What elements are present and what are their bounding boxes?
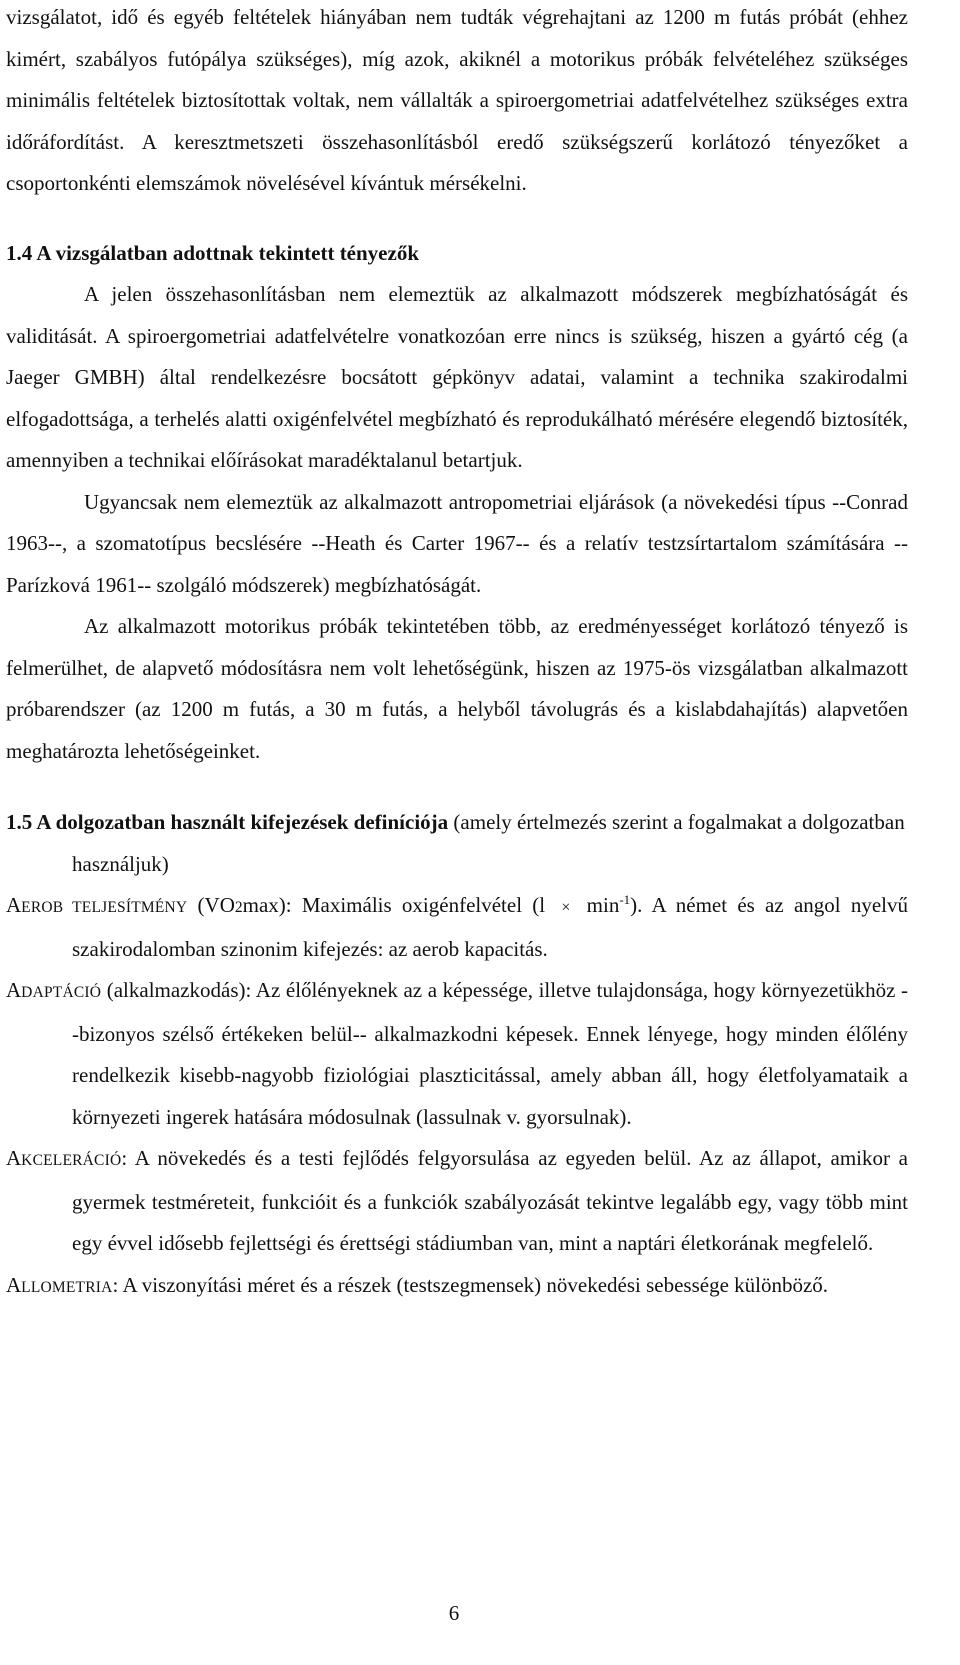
- definition-allometria: [6, 1265, 908, 1309]
- section-heading-1-4-text: 1.4 A vizsgálatban adottnak tekintett tényezők: [6, 240, 420, 265]
- definition-allometria-term-initial: A: [6, 1272, 22, 1297]
- paragraph-reliability: A jelen összehasonlításban nem elemeztük az alkalmazott módszerek megbízhatóságát és validitását. A spiroergometriai adatfelvételre vonatkozóan erre nincs is szükség, hiszen a gyártó cég (a Jaeger GMBH) által rendelkezésre bocsátott gépkönyv adatai, valamint a technika szakirodalmi elfogadottsága, a terhelés alatti oxigénfelvétel megbízható és reprodukálható mérésére elegendő biztosíték, amennyiben a technikai előírásokat maradéktalanul betartjuk.: [6, 282, 908, 472]
- paragraph-motor-tests: Az alkalmazott motorikus próbák tekintetében több, az eredményességet korlátozó tényező is felmerülhet, de alapvető módosításra nem volt lehetőségünk, hiszen az 1975-ös vizsgálatban alkalmazott próbarendszer (az 1200 m futás, a 30 m futás, a helyből távolugrás és a kislabdahajítás) alapvetően meghatározta lehetőségeinket.: [6, 614, 908, 763]
- definition-akceleracio-term-initial: A: [6, 1146, 22, 1170]
- section-heading-1-5: [6, 802, 908, 885]
- definition-akceleracio-term: KCELERÁCIÓ: [21, 1152, 122, 1169]
- definition-aerob-paren-open: (VO: [187, 893, 235, 917]
- definition-aerob-subscript: 2: [234, 899, 243, 916]
- definition-allometria-text: : A viszonyítási méret és a részek (testszegmensek) növekedési sebessége különböző.: [112, 1272, 829, 1297]
- definition-akceleracio: [6, 1138, 908, 1265]
- definition-aerob-term: EROB TELJESÍTMÉNY: [21, 899, 188, 916]
- definition-aerob-paren-close: max):: [242, 893, 302, 917]
- definition-aerob-superscript: -1: [619, 892, 631, 907]
- section-heading-1-4: [6, 233, 908, 275]
- section-heading-1-5-rest: (amely értelmezés szerint a fogalmakat a dolgozatban használjuk): [72, 810, 905, 876]
- definition-adaptacio: [6, 970, 908, 1138]
- paragraph-continuation: vizsgálatot, idő és egyéb feltételek hiányában nem tudták végrehajtani az 1200 m futás próbát (ehhez kimért, szabályos futópálya szükséges), míg azok, akiknél a motorikus próbák felvételéhez szükséges minimális feltételek biztosítottak voltak, nem vállalták a spiroergometriai adatfelvételhez szükséges extra időráfordítást. A keresztmetszeti összehasonlításból eredő szükségszerű korlátozó tényezőket a csoportonkénti elemszámok növelésével kívántuk mérsékelni.: [6, 5, 908, 195]
- page-number: 6: [448, 1601, 460, 1625]
- definition-akceleracio-text: : A növekedés és a testi fejlődés felgyorsulása az egyeden belül. Az az állapot, amikor a gyermek testméreteit, funkcióit és a funkciók szabályozását tekintve legalább egy, vagy több mint egy évvel idősebb fejlettségi és érettségi stádiumban van, mint a naptári életkorának megfelelő.: [72, 1146, 908, 1255]
- definition-adaptacio-text: (alkalmazkodás): Az élőlényeknek az a képessége, illetve tulajdonsága, hogy környezetükhöz --bizonyos szélső értékeken belül-- alkalmazkodni képesek. Ennek lényege, hogy minden élőlény rendelkezik kisebb-nagyobb fiziológiai plaszticitással, amely abban áll, hogy életfolyamataik a környezeti ingerek hatására módosulnak (lassulnak v. gyorsulnak).: [72, 978, 908, 1129]
- definition-allometria-term: LLOMETRIA: [21, 1278, 113, 1296]
- times-symbol: ×: [561, 899, 571, 916]
- section-heading-1-5-bold: 1.5 A dolgozatban használt kifejezések definíciója: [6, 810, 449, 834]
- paragraph-anthropometry: Ugyancsak nem elemeztük az alkalmazott antropometriai eljárások (a növekedési típus --Conrad 1963--, a szomatotípus becslésére --Heath és Carter 1967-- és a relatív testzsírtartalom számítására --Parízková 1961-- szolgáló módszerek) megbízhatóságát.: [6, 489, 908, 597]
- definition-aerob-text-b: min: [576, 893, 620, 917]
- definition-adaptacio-term: DAPTÁCIÓ: [21, 984, 102, 1001]
- definition-aerob-text-a: Maximális oxigénfelvétel (l: [301, 893, 556, 917]
- definition-aerob-term-initial: A: [6, 893, 22, 917]
- definition-aerob: [6, 885, 908, 970]
- definition-aerob-text-c: ). A német és az angol nyelvű szakirodalomban szinonim kifejezés: az aerob kapacitás.: [72, 893, 908, 961]
- definition-adaptacio-term-initial: A: [6, 978, 22, 1002]
